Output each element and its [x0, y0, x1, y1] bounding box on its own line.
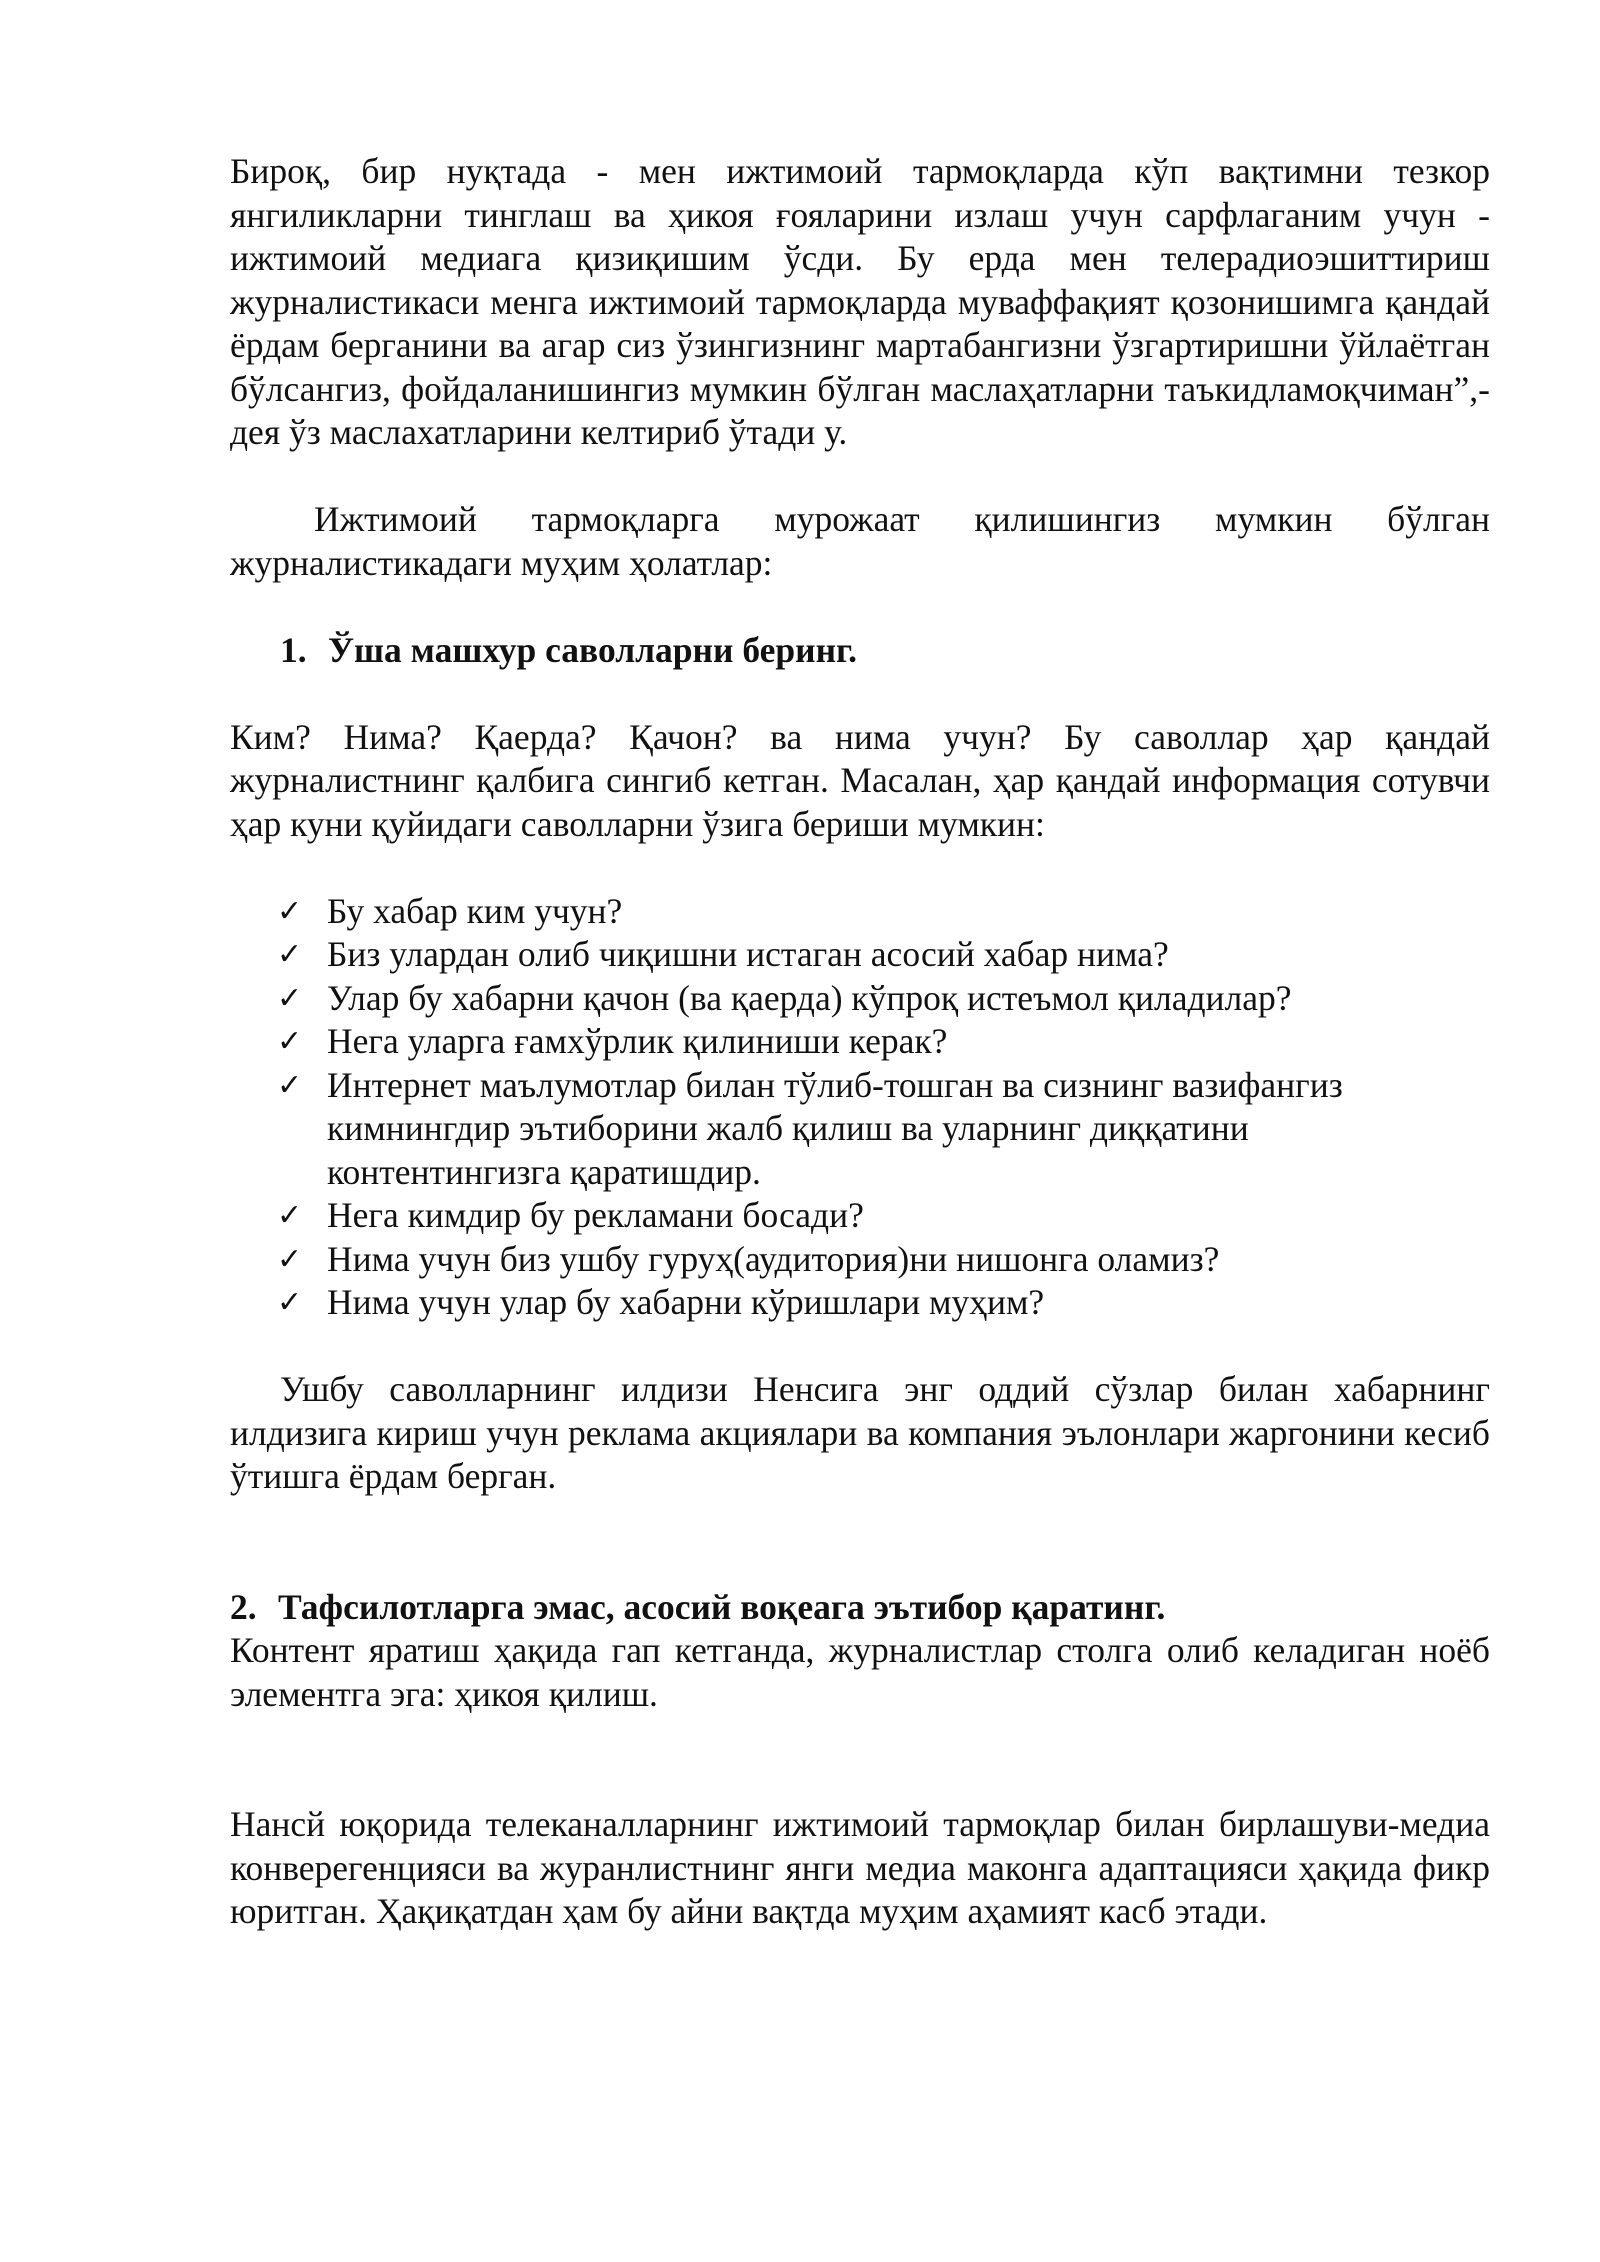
list-item-text: Нима учун улар бу хабарни кўришлари муҳим? — [327, 1282, 1045, 1322]
spacer — [230, 1716, 1490, 1803]
list-item-text: Бу хабар ким учун? — [327, 890, 623, 931]
list-item-text: Нима учун биз ушбу гуруҳ(аудитория)ни нишонга оламиз? — [327, 1238, 1220, 1279]
heading-1-number: 1. — [280, 629, 307, 670]
list-item — [277, 933, 1490, 977]
list-item — [277, 1020, 1490, 1064]
heading-2 — [230, 1586, 1490, 1630]
paragraph-convergence: Нансй юқорида телеканалларнинг ижтимоий тармоқлар билан бирлашуви-медиа конверегенцияси ва журанлистнинг янги медиа маконга адаптацияси ҳақида фикр юритган. Ҳақиқатдан ҳам бу айни вақтда муҳим аҳамият касб этади. — [230, 1804, 1490, 1931]
list-item — [277, 890, 1490, 934]
spacer — [230, 1499, 1490, 1586]
spacer — [230, 455, 1490, 499]
list-item — [277, 1238, 1490, 1282]
list-item — [277, 977, 1490, 1021]
list-item — [277, 1064, 1490, 1195]
list-item — [277, 1194, 1490, 1238]
check-icon: ✓ — [277, 1285, 303, 1320]
spacer — [230, 846, 1490, 890]
list-item-text: Улар бу хабарни қачон (ва қаерда) кўпроқ истеъмол қиладилар? — [327, 977, 1292, 1018]
check-icon: ✓ — [277, 1241, 303, 1277]
heading-2-text: Тафсилотларга эмас, асосий воқеага эътибор қаратинг. — [278, 1586, 1166, 1627]
spacer — [230, 672, 1490, 716]
list-item-text: Нега уларга ғамхўрлик қилиниши керак? — [327, 1021, 948, 1061]
document-page — [230, 150, 1490, 1934]
question-checklist — [230, 890, 1490, 1325]
list-item-text: Интернет маълумотлар билан тўлиб-тошган ва сизнинг вазифангиз кимнингдир эътиборини жалб қилиш ва уларнинг диққатини контентингизга қаратишдир. — [327, 1064, 1343, 1192]
check-icon: ✓ — [277, 893, 303, 929]
check-icon: ✓ — [277, 1198, 303, 1233]
list-item-text: Нега кимдир бу рекламани босади? — [327, 1195, 864, 1235]
spacer — [230, 1325, 1490, 1369]
paragraph-intro: Бироқ, бир нуқтада - мен ижтимоий тармоқларда кўп вақтимни тезкор янгиликларни тинглаш ва ҳикоя ғояларини излаш учун сарфлаганим учун - ижтимоий медиага қизиқишим ўсди. Бу ерда мен телерадиоэшиттириш журналистикаси менга ижтимоий тармоқларда муваффақият қозонишимга қандай ёрдам берганини ва агар сиз ўзингизнинг мартабангизни ўзгартиришни ўйлаётган бўлсангиз, фойдаланишингиз мумкин бўлган маслаҳатларни таъкидламоқчиман”,-дея ўз маслахатларини келтириб ўтади у. — [230, 151, 1490, 452]
paragraph-content: Контент яратиш ҳақида гап кетганда, журналистлар столга олиб келадиган ноёб элементга эга: ҳикоя қилиш. — [230, 1630, 1490, 1714]
check-icon: ✓ — [277, 980, 303, 1016]
check-icon: ✓ — [277, 1067, 303, 1103]
spacer — [230, 585, 1490, 629]
paragraph-situations: Ижтимоий тармоқларга мурожаат қилишингиз мумкин бўлган журналистикадаги муҳим ҳолатлар: — [230, 499, 1490, 583]
heading-1-text: Ўша машхур саволларни беринг. — [328, 629, 858, 670]
heading-1 — [230, 629, 1490, 673]
check-icon: ✓ — [277, 937, 303, 972]
paragraph-questions: Ким? Нима? Қаерда? Қачон? ва нима учун? Бу саволлар ҳар қандай журналистнинг қалбига сингиб кетган. Масалан, ҳар қандай информация сотувчи ҳар куни қуйидаги саволларни ўзига бериши мумкин: — [230, 716, 1490, 844]
paragraph-roots: Ушбу саволларнинг илдизи Ненсига энг оддий сўзлар билан хабарнинг илдизига кириш учун реклама акциялари ва компания эълонлари жаргонини кесиб ўтишга ёрдам берган. — [230, 1369, 1490, 1496]
list-item-text: Биз улардан олиб чиқишни истаган асосий хабар нима? — [327, 934, 1169, 974]
check-icon: ✓ — [277, 1024, 303, 1059]
list-item — [277, 1281, 1490, 1325]
heading-2-number: 2. — [230, 1586, 257, 1627]
